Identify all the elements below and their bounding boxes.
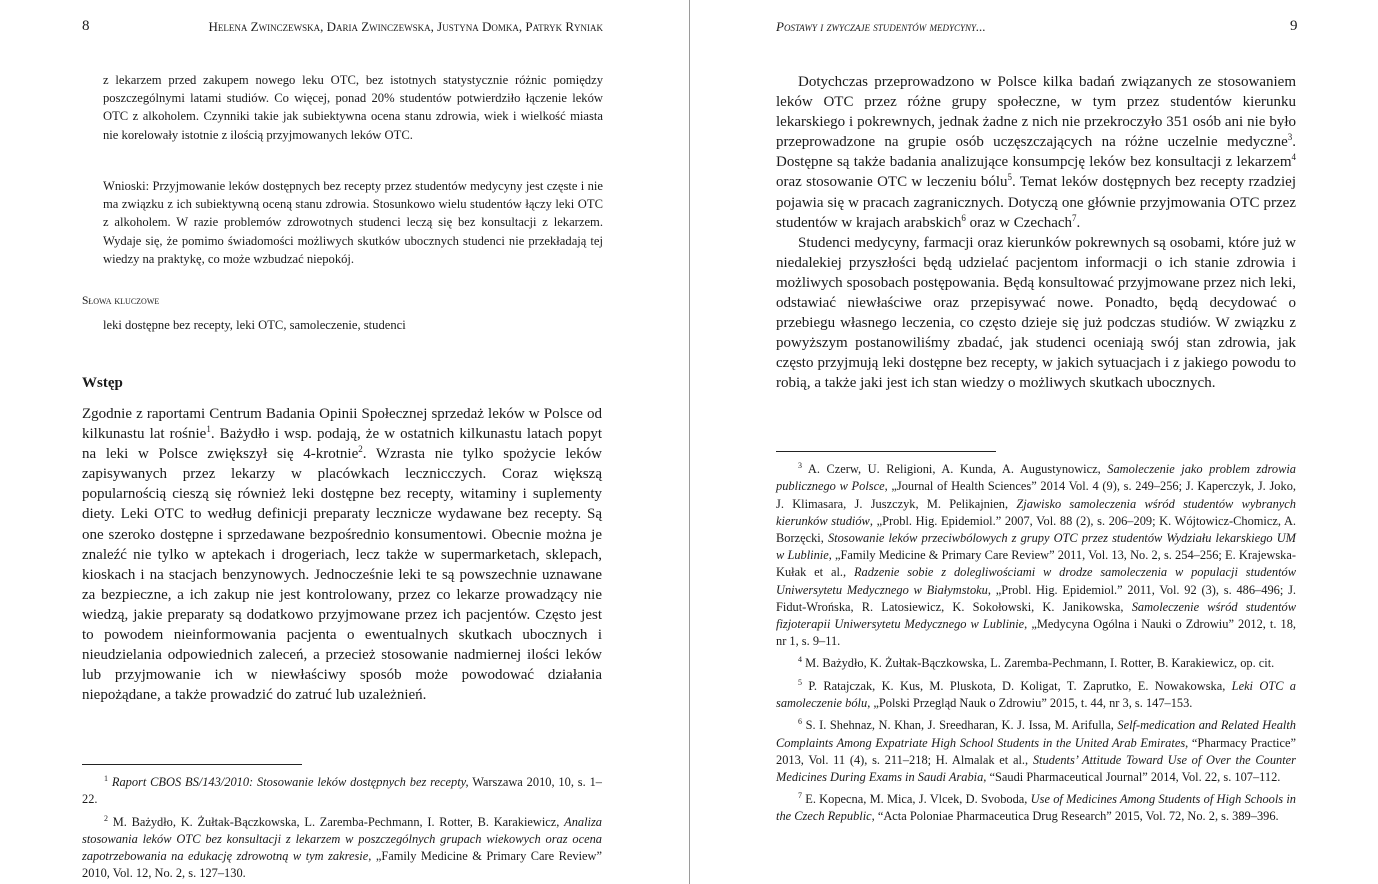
left-page-number: 8 (82, 18, 90, 34)
right-body (776, 72, 1296, 394)
keywords-text: leki dostępne bez recepty, leki OTC, samoleczenie, studenci (103, 318, 406, 332)
footnote-6 (776, 713, 1296, 786)
footnote-1 (82, 770, 602, 809)
citation-text: , „Probl. Hig. Epidemiol.” 2007, Vol. 88 (2), s. 206–209; K. Wójtowicz-Chomicz, A. Borzęcki, (776, 513, 1296, 545)
citation-text: M. Bażydło, K. Żułtak-Bączkowska, L. Zaremba-Pechmann, I. Rotter, B. Karakiewicz, op. cit. (805, 656, 1275, 671)
citation-title: Samoleczenie jako problem zdrowia publicznego w Polsce (776, 462, 1296, 494)
citation-title: Radzenie sobie z dolegliwościami w drodze samoleczenia w populacji studentów Uniwersytetu Medycznego w Białymstoku (776, 565, 1297, 597)
keywords-heading: Słowa kluczowe (82, 295, 160, 307)
footnote-number: 5 (798, 677, 802, 687)
right-footnotes (776, 457, 1296, 826)
footnote-number: 4 (798, 655, 802, 665)
right-page (690, 0, 1378, 884)
body-text: oraz stosowanie OTC w leczeniu bólu (776, 174, 1008, 191)
body-text: . Wzrasta nie tylko spożycie leków zapisywanych przez lekarzy w placówkach lecznicczych. Coraz większą popularnością cieszą się również leki dostępne bez recepty, witaminy i suplementy diety. Leki OTC to według definicji preparaty lecznicze wydawane bez recepty. Są one szeroko dostępne i sprzedawane bezpośrednio konsumentowi. Obecnie można je znaleźć nie tylko w aptekach i drogeriach, lecz także w supermarketach, sklepach, kioskach i na stacjach benzynowych. Jednocześnie leki te są powszechnie uznawane za bezpieczne, a ich zakup nie jest kontrolowany, przez co lekarze prowadzący nie wiedzą, jakie preparaty są dodatkowo przyjmowane przez ich pacjentów. Często jest to powodem nieinformowania pacjenta o ewentualnych skutkach ubocznych i nieudzielania odpowiednich zaleceń, a przecież stosowanie nadmiernej ilości leków lub przyjmowanie ich w niewłaściwy sposób może powodować działania niepożądane, a także prowadzić do zatruć lub uzależnień. (82, 446, 602, 704)
citation-text: , „Probl. Hig. Epidemiol.” 2011, Vol. 92 (3), s. 486–496; J. Fidut-Wrońska, R. Latosiewicz, K. Sokołowski, K. Janikowska, (776, 582, 1296, 614)
footnote-ref-1[interactable]: 1 (206, 424, 211, 435)
footnote-number: 6 (798, 717, 802, 727)
citation-text: S. I. Shehnaz, N. Khan, J. Sreedharan, K. J. Issa, M. Arifulla, (805, 718, 1118, 733)
footnote-separator (776, 451, 996, 452)
footnote-ref-7[interactable]: 7 (1072, 212, 1077, 223)
citation-text: , “Acta Poloniae Pharmaceutica Drug Research” 2015, Vol. 72, No. 2, s. 389–396. (871, 809, 1279, 824)
citation-text: M. Bażydło, K. Żułtak-Bączkowska, L. Zaremba-Pechmann, I. Rotter, B. Karakiewicz, (112, 814, 565, 829)
footnote-ref-4[interactable]: 4 (1291, 152, 1296, 163)
footnote-7 (776, 787, 1296, 826)
footnote-5 (776, 674, 1296, 713)
section-heading-wstep: Wstęp (82, 375, 123, 391)
body-text: . (1076, 214, 1081, 231)
footnote-number: 2 (104, 813, 108, 823)
body-text: . Temat leków dostępnych bez recepty rzadziej pojawia się w pracach zagranicznych. Dotyczą one głównie przyjmowania OTC przez studentów w krajach arabskich (776, 174, 1297, 231)
citation-title: Stosowanie leków przeciwbólowych z grupy OTC przez studentów Wydziału lekarskiego UM w Lublinie (776, 530, 1296, 563)
citation-text: , “Saudi Pharmaceutical Journal” 2014, Vol. 22, s. 107–112. (983, 769, 1281, 784)
right-page-number: 9 (1290, 18, 1298, 34)
citation-title: Analiza stosowania leków OTC bez konsultacji z lekarzem w poszczególnych grupach wiekowych oraz ocena zapotrzebowania na edukację zdrowotną w tym zakresie (82, 814, 602, 864)
citation-text: , „Journal of Health Sciences” 2014 Vol. 4 (9), s. 249–256; J. Kaperczyk, J. Joko, J. Klimasara, J. Juszczyk, M. Pelikajnien, (776, 479, 1296, 511)
footnote-3 (776, 457, 1296, 650)
citation-text: , “Pharmacy Practice” 2013, Vol. 11 (4), s. 211–218; H. Almalak et al., (776, 735, 1296, 767)
body-text: Zgodnie z raportami Centrum Badania Opinii Społecznej sprzedaż leków w Polsce od kilkunastu lat rośnie (82, 406, 602, 443)
footnote-separator (82, 764, 302, 765)
citation-title: Students’ Attitude Toward Use of Over the Counter Medicines During Exams in Saudi Arabia (776, 752, 1296, 784)
citation-text: Warszawa 2010, 10, s. 1–22. (82, 775, 602, 807)
paragraph-previous-studies (776, 72, 1296, 233)
footnote-ref-5[interactable]: 5 (1007, 172, 1012, 183)
citation-text: P. Ratajczak, K. Kus, M. Pluskota, D. Koligat, T. Zaprutko, E. Nowakowska, (808, 678, 1232, 693)
citation-title: Samoleczenie wśród studentów fizjoterapii Uniwersytetu Medycznego w Lublinie (776, 599, 1296, 631)
footnote-4 (776, 651, 1296, 672)
citation-title: Raport CBOS BS/143/2010: Stosowanie leków dostępnych bez recepty, (111, 775, 469, 790)
citation-title: Leki OTC a samoleczenie bólu (776, 678, 1297, 711)
abstract-results: z lekarzem przed zakupem nowego leku OTC, bez istotnych statystycznie różnic pomiędzy poszczególnymi latami studiów. Co więcej, ponad 20% studentów potwierdziło łączenie leków OTC z alkoholem. Czynniki takie jak subiektywna ocena stanu zdrowia, wiek i wielkość miasta nie korelowały istotnie z ilością przyjmowanych leków OTC. (103, 73, 603, 142)
footnote-ref-6[interactable]: 6 (961, 212, 966, 223)
abstract-conclusions: Wnioski: Przyjmowanie leków dostępnych bez recepty przez studentów medycyny jest częste i nie ma związku z ich subiektywną oceną stanu zdrowia. Stosunkowo wielu studentów łączy leki OTC z alkoholem. W razie problemów zdrowotnych studenci leczą się bez konsultacji z lekarzem. Wydaje się, że pomimo świadomości możliwych skutków ubocznych studenci nie przekładają tej wiedzy na praktykę, co może wzbudzać niepokój. (103, 179, 603, 266)
footnote-number: 3 (798, 461, 802, 470)
citation-text: , „Family Medicine & Primary Care Review” 2011, Vol. 13, No. 2, s. 254–256; E. Krajewska-Kułak et al., (776, 548, 1296, 580)
citation-text: A. Czerw, U. Religioni, A. Kunda, A. Augustynowicz, (807, 462, 1108, 477)
intro-body (82, 404, 602, 705)
intro-paragraph (82, 404, 602, 705)
citation-text: , „Family Medicine & Primary Care Review” 2010, Vol. 12, No. 2, s. 127–130. (82, 849, 602, 881)
footnote-ref-2[interactable]: 2 (358, 444, 363, 455)
paragraph-students: Studenci medycyny, farmacji oraz kierunków pokrewnych są osobami, które już w niedalekiej przyszłości będą udzielać pacjentom informacji o ich stanie zdrowia i możliwych sposobach postępowania. Będą konsultować przyjmowane przez nich leki, odstawiać niewłaściwe oraz przepisywać nowe. Ponadto, będą decydować o przebiegu własnego leczenia, co często dzieje się już podczas studiów. W związku z powyższym postanowiliśmy zbadać, jak studenci oceniają swój stan zdrowia, jak często przyjmują leki dostępne bez recepty, w jakich sytuacjach i z jakiego powodu to robią, a także jaki jest ich stan wiedzy o możliwych skutkach ubocznych. (776, 234, 1296, 392)
footnote-ref-3[interactable]: 3 (1287, 132, 1293, 143)
body-text: Dotychczas przeprowadzono w Polsce kilka badań związanych ze stosowaniem leków OTC przez różne grupy społeczne, w tym przez studentów kierunku lekarskiego i pokrewnych, jednak żadne z nich nie przekroczyło 351 osób ani nie było przeprowadzone na grupie osób uczęszczających na różne uczelnie medyczne (776, 74, 1296, 151)
footnote-number: 7 (798, 791, 802, 801)
citation-text: , „Medycyna Ogólna i Nauki o Zdrowiu” 2012, t. 18, nr 1, s. 9–11. (776, 616, 1297, 649)
citation-title: Self-medication and Related Health Complaints Among Expatriate High School Students in the United Arab Emirates (776, 718, 1296, 750)
right-running-head: Postawy i zwyczaje studentów medycyny... (776, 19, 986, 34)
body-text: . Dostępne są także badania analizujące konsumpcję leków bez konsultacji z lekarzem (776, 134, 1296, 171)
left-footnotes (82, 770, 602, 882)
body-text: oraz w Czechach (965, 214, 1073, 231)
citation-title: Zjawisko samoleczenia wśród studentów wybranych kierunków studiów (776, 496, 1296, 528)
body-text: . Bażydło i wsp. podają, że w ostatnich kilkunastu latach popyt na leki w Polsce zwiększył się 4-krotnie (82, 426, 602, 463)
citation-title: Use of Medicines Among Students of High Schools in the Czech Republic (776, 792, 1297, 824)
footnote-number: 1 (104, 774, 108, 783)
citation-text: E. Kopecna, M. Mica, J. Vlcek, D. Svoboda, (805, 792, 1031, 807)
footnote-2 (82, 810, 602, 883)
left-running-head: Helena Zwinczewska, Daria Zwinczewska, Justyna Domka, Patryk Ryniak (208, 19, 603, 34)
citation-text: , „Polski Przegląd Nauk o Zdrowiu” 2015, t. 44, nr 3, s. 147–153. (867, 696, 1193, 711)
